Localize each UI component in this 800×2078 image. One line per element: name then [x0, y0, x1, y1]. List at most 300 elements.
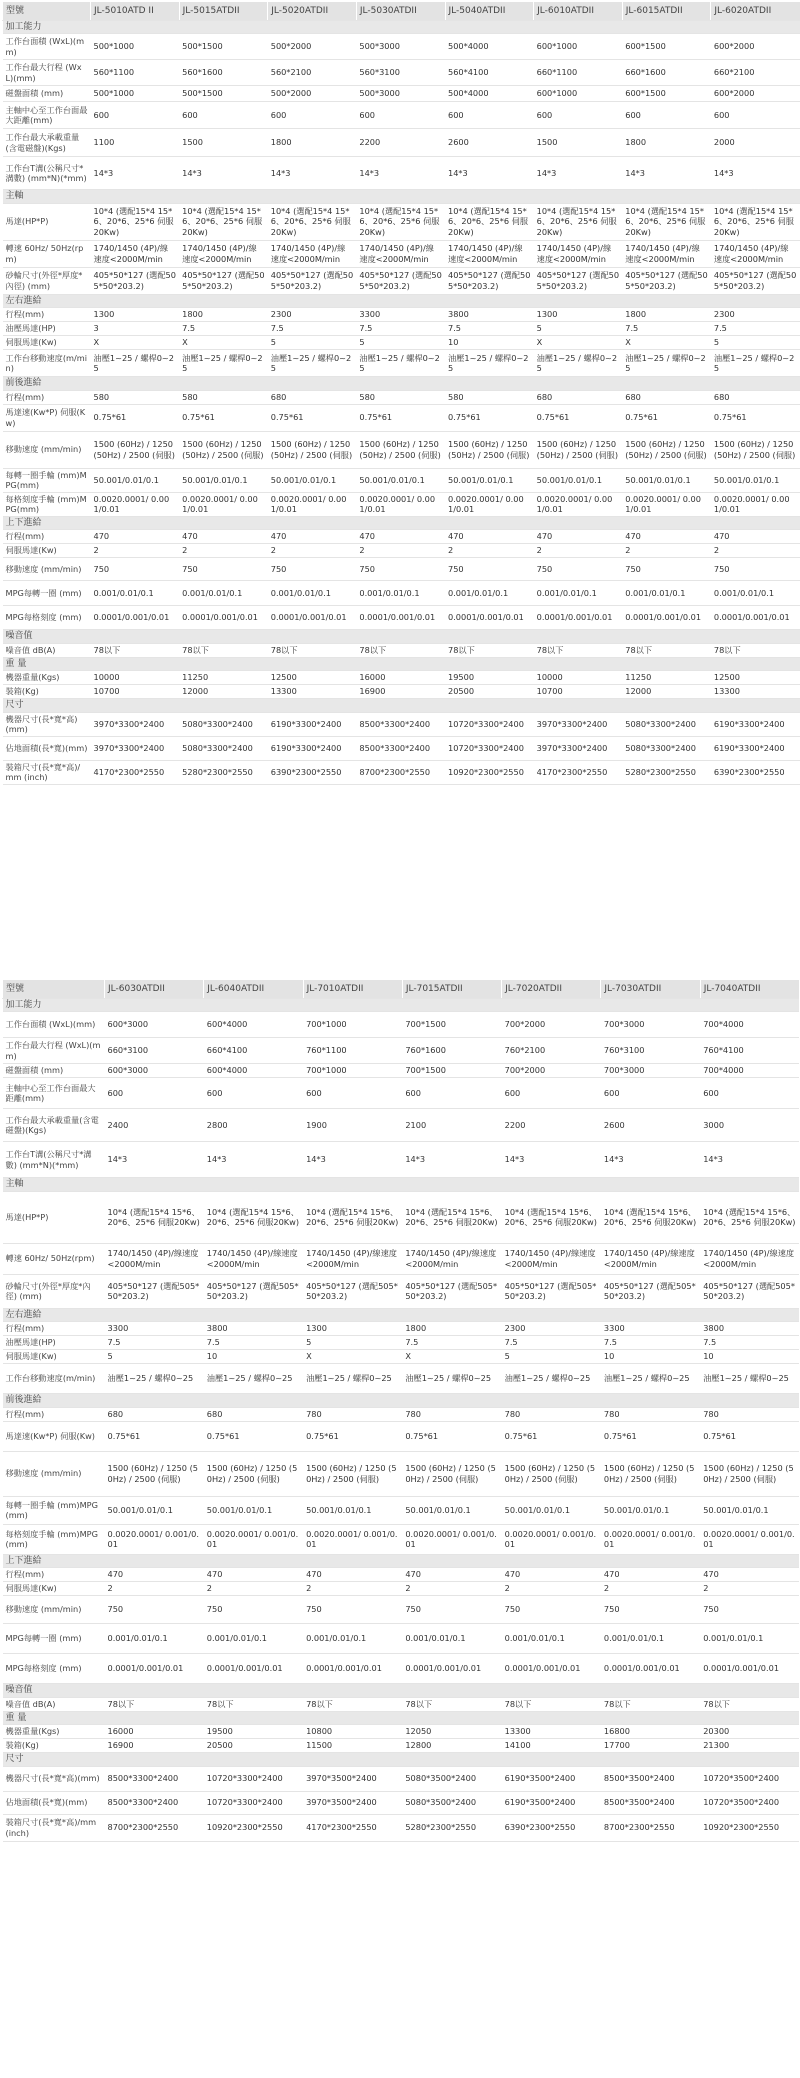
spec-value: 560*1100	[91, 60, 180, 86]
spec-value: 1740/1450 (4P)/線速度<2000M/min	[622, 240, 711, 267]
spec-row	[3, 1336, 800, 1350]
spec-value: 0.001/0.01/0.1	[445, 581, 534, 606]
spec-value: 600*2000	[711, 86, 800, 102]
header-row	[3, 980, 800, 998]
spec-value: 1800	[402, 1322, 501, 1336]
spec-value: 4170*2300*2550	[534, 760, 623, 784]
spec-value: 1100	[91, 129, 180, 157]
spec-value: 0.0001/0.001/0.01	[179, 606, 268, 630]
spec-value: 700*1500	[402, 1012, 501, 1038]
spec-value: 600	[622, 102, 711, 129]
spec-value: 10*4 (選配15*4 15*6、20*6、25*6 伺服20Kw)	[445, 203, 534, 240]
spec-value: 660*2100	[711, 60, 800, 86]
spec-value: 780	[601, 1407, 700, 1421]
spec-label: 佔地面積(長*寬)(mm)	[3, 1791, 105, 1814]
spec-row	[3, 558, 800, 581]
spec-value: 680	[534, 390, 623, 404]
spec-value: 0.75*61	[356, 404, 445, 431]
spec-value: 10	[601, 1350, 700, 1364]
model-header-label: 型號	[3, 980, 105, 998]
spec-value: 3970*3500*2400	[303, 1791, 402, 1814]
spec-row	[3, 1725, 800, 1739]
spec-value: 10*4 (選配15*4 15*6、20*6、25*6 伺服20Kw)	[268, 203, 357, 240]
spec-value: 760*2100	[502, 1038, 601, 1064]
spec-value: 3300	[601, 1322, 700, 1336]
section-header-row	[3, 294, 800, 308]
spec-value: 10*4 (選配15*4 15*6、20*6、25*6 伺服20Kw)	[179, 203, 268, 240]
spec-label: 噪音值 dB(A)	[3, 643, 91, 657]
spec-value: 3970*3300*2400	[91, 736, 180, 760]
model-name: JL-5010ATD II	[91, 2, 180, 20]
spec-label: 移動速度 (mm/min)	[3, 1596, 105, 1624]
spec-value: 2300	[711, 308, 800, 322]
spec-value: 16000	[356, 671, 445, 685]
spec-row	[3, 1191, 800, 1243]
spec-value: 1740/1450 (4P)/線速度<2000M/min	[91, 240, 180, 267]
spec-value: 17700	[601, 1739, 700, 1753]
spec-value: 0.75*61	[502, 1421, 601, 1451]
spec-value: 1300	[303, 1322, 402, 1336]
spec-value: 0.0001/0.001/0.01	[502, 1654, 601, 1684]
spec-row	[3, 1814, 800, 1841]
spec-value: 50.001/0.01/0.1	[534, 468, 623, 492]
spec-value: 14*3	[303, 1142, 402, 1178]
spec-row	[3, 86, 800, 102]
section-header-row	[3, 1711, 800, 1725]
spec-value: 10	[204, 1350, 303, 1364]
spec-value: 11250	[622, 671, 711, 685]
spec-value: 5280*2300*2550	[622, 760, 711, 784]
spec-value: 12500	[268, 671, 357, 685]
spec-label: MPG每轉一圈 (mm)	[3, 581, 91, 606]
spec-value: 14*3	[356, 157, 445, 190]
spec-value: 600	[303, 1078, 402, 1109]
spec-value: 0.001/0.01/0.1	[700, 1624, 799, 1654]
spec-value: 1500 (60Hz) / 1250 (50Hz) / 2500 (伺服)	[105, 1451, 204, 1496]
spec-value: 50.001/0.01/0.1	[502, 1496, 601, 1524]
model-name: JL-5040ATDII	[445, 2, 534, 20]
spec-row	[3, 1012, 800, 1038]
spec-value: 1740/1450 (4P)/線速度<2000M/min	[445, 240, 534, 267]
spec-value: 0.0001/0.001/0.01	[445, 606, 534, 630]
spec-value: 10*4 (選配15*4 15*6、20*6、25*6 伺服20Kw)	[91, 203, 180, 240]
spec-value: 0.0001/0.001/0.01	[356, 606, 445, 630]
spec-value: 0.75*61	[402, 1421, 501, 1451]
spec-value: 3	[91, 322, 180, 336]
spec-value: 1740/1450 (4P)/線速度<2000M/min	[356, 240, 445, 267]
spec-value: 50.001/0.01/0.1	[179, 468, 268, 492]
spec-value: 油壓1~25 / 螺桿0~25	[204, 1364, 303, 1394]
spec-value: 560*1600	[179, 60, 268, 86]
spec-value: 8700*2300*2550	[105, 1814, 204, 1841]
spec-value: 700*4000	[700, 1012, 799, 1038]
spec-label: 行程(mm)	[3, 1568, 105, 1582]
spec-value: 750	[534, 558, 623, 581]
spec-value: 0.75*61	[204, 1421, 303, 1451]
spec-value: 8500*3500*2400	[601, 1791, 700, 1814]
spec-value: 660*1600	[622, 60, 711, 86]
spec-value: 700*3000	[601, 1012, 700, 1038]
spec-value: 600	[711, 102, 800, 129]
spec-row	[3, 102, 800, 129]
spec-value: 405*50*127 (選配505*50*203.2)	[356, 267, 445, 294]
spec-value: 1800	[622, 308, 711, 322]
spec-label: 主軸中心至工作台面最大距離(mm)	[3, 1078, 105, 1109]
spec-value: 0.75*61	[601, 1421, 700, 1451]
spec-value: 780	[402, 1407, 501, 1421]
section-title: 左右進給	[3, 1308, 800, 1322]
spec-value: 750	[711, 558, 800, 581]
spec-value: 700*3000	[601, 1064, 700, 1078]
spec-value: 2600	[445, 129, 534, 157]
spec-value: 750	[268, 558, 357, 581]
spec-value: 10720*3300*2400	[445, 736, 534, 760]
spec-value: 0.75*61	[534, 404, 623, 431]
section-header-row	[3, 699, 800, 713]
spec-value: 14*3	[91, 157, 180, 190]
spec-value: 10*4 (選配15*4 15*6、20*6、25*6 伺服20Kw)	[601, 1191, 700, 1243]
spec-value: 780	[502, 1407, 601, 1421]
spec-value: 6190*3300*2400	[268, 736, 357, 760]
spec-value: 5	[502, 1350, 601, 1364]
spec-row	[3, 1064, 800, 1078]
spec-value: 0.75*61	[179, 404, 268, 431]
spec-value: 7.5	[268, 322, 357, 336]
spec-label: 每轉一圈手輪 (mm)MPG(mm)	[3, 468, 91, 492]
spec-label: 工作台面積 (WxL)(mm)	[3, 34, 91, 60]
spec-table-2	[2, 980, 799, 1842]
spec-value: 470	[700, 1568, 799, 1582]
spec-value: 10*4 (選配15*4 15*6、20*6、25*6 伺服20Kw)	[402, 1191, 501, 1243]
spec-value: 1800	[179, 308, 268, 322]
spec-label: 裝箱(Kg)	[3, 1739, 105, 1753]
spec-value: 500*4000	[445, 34, 534, 60]
spec-value: 10000	[534, 671, 623, 685]
spec-value: 21300	[700, 1739, 799, 1753]
spec-label: 馬達(HP*P)	[3, 203, 91, 240]
spec-value: 600*4000	[204, 1012, 303, 1038]
spec-value: 2300	[268, 308, 357, 322]
spec-value: 750	[601, 1596, 700, 1624]
spec-value: 5080*3300*2400	[179, 712, 268, 736]
spec-value: X	[303, 1350, 402, 1364]
model-name: JL-6020ATDII	[711, 2, 800, 20]
spec-value: 14*3	[711, 157, 800, 190]
spec-value: 560*3100	[356, 60, 445, 86]
spec-row	[3, 322, 800, 336]
spec-value: 405*50*127 (選配505*50*203.2)	[268, 267, 357, 294]
spec-label: 伺服馬達(Kw)	[3, 1350, 105, 1364]
spec-value: 405*50*127 (選配505*50*203.2)	[91, 267, 180, 294]
spec-value: 470	[534, 530, 623, 544]
spec-value: 0.001/0.01/0.1	[268, 581, 357, 606]
spec-value: 12500	[711, 671, 800, 685]
spec-value: 5	[303, 1336, 402, 1350]
spec-value: 1740/1450 (4P)/線速度<2000M/min	[534, 240, 623, 267]
spec-label: 佔地面積(長*寬)(mm)	[3, 736, 91, 760]
spec-value: 0.75*61	[445, 404, 534, 431]
spec-value: 3300	[356, 308, 445, 322]
spec-label: 移動速度 (mm/min)	[3, 558, 91, 581]
spec-value: 470	[601, 1568, 700, 1582]
spec-label: 油壓馬達(HP)	[3, 322, 91, 336]
spec-value: 油壓1~25 / 螺桿0~25	[179, 350, 268, 377]
spec-label: 裝箱(Kg)	[3, 685, 91, 699]
spec-value: 16000	[105, 1725, 204, 1739]
spec-row	[3, 1421, 800, 1451]
model-name: JL-6040ATDII	[204, 980, 303, 998]
spec-label: 轉速 60Hz/ 50Hz(rpm)	[3, 1243, 105, 1274]
spec-value: 2	[445, 544, 534, 558]
spec-value: 470	[502, 1568, 601, 1582]
spec-value: 470	[402, 1568, 501, 1582]
spec-value: 14*3	[105, 1142, 204, 1178]
spec-value: 600*4000	[204, 1064, 303, 1078]
spec-value: 2000	[711, 129, 800, 157]
spec-row	[3, 1654, 800, 1684]
spec-value: 0.0020.0001/ 0.001/0.01	[601, 1524, 700, 1554]
spec-value: 4170*2300*2550	[91, 760, 180, 784]
spec-value: X	[91, 336, 180, 350]
spec-value: 78以下	[91, 643, 180, 657]
spec-label: 機器重量(Kgs)	[3, 671, 91, 685]
spec-value: 500*3000	[356, 86, 445, 102]
spec-value: 0.75*61	[711, 404, 800, 431]
spec-value: 油壓1~25 / 螺桿0~25	[502, 1364, 601, 1394]
spec-value: 10720*3500*2400	[700, 1791, 799, 1814]
spec-value: 560*2100	[268, 60, 357, 86]
spec-value: 50.001/0.01/0.1	[711, 468, 800, 492]
section-header-row	[3, 1394, 800, 1408]
spec-value: 750	[204, 1596, 303, 1624]
spec-value: 580	[356, 390, 445, 404]
spec-value: 470	[711, 530, 800, 544]
section-header-row	[3, 630, 800, 644]
spec-value: 78以下	[445, 643, 534, 657]
spec-value: 10700	[91, 685, 180, 699]
spec-value: 78以下	[601, 1697, 700, 1711]
spec-value: 470	[622, 530, 711, 544]
spec-value: 1740/1450 (4P)/線速度<2000M/min	[502, 1243, 601, 1274]
spec-value: 10*4 (選配15*4 15*6、20*6、25*6 伺服20Kw)	[502, 1191, 601, 1243]
spec-value: 0.001/0.01/0.1	[502, 1624, 601, 1654]
spec-value: 14*3	[534, 157, 623, 190]
spec-row	[3, 671, 800, 685]
spec-value: 7.5	[711, 322, 800, 336]
spec-value: 14*3	[445, 157, 534, 190]
spec-value: 600*1000	[534, 86, 623, 102]
spec-value: 1800	[622, 129, 711, 157]
spec-value: 0.0001/0.001/0.01	[402, 1654, 501, 1684]
spec-value: 660*1100	[534, 60, 623, 86]
spec-value: 13300	[502, 1725, 601, 1739]
spec-label: 工作台移動速度(m/min)	[3, 1364, 105, 1394]
spec-value: 78以下	[622, 643, 711, 657]
spec-value: 6390*2300*2550	[711, 760, 800, 784]
spec-value: 5080*3500*2400	[402, 1766, 501, 1791]
spec-value: 700*4000	[700, 1064, 799, 1078]
spec-value: 10	[700, 1350, 799, 1364]
spec-value: 1500 (60Hz) / 1250 (50Hz) / 2500 (伺服)	[356, 431, 445, 468]
spec-value: 580	[91, 390, 180, 404]
spec-value: 20500	[204, 1739, 303, 1753]
spec-value: 1740/1450 (4P)/線速度<2000M/min	[303, 1243, 402, 1274]
spec-value: 10720*3500*2400	[700, 1766, 799, 1791]
spec-value: 500*4000	[445, 86, 534, 102]
spec-value: 600	[91, 102, 180, 129]
spec-row	[3, 581, 800, 606]
spec-label: 工作台最大行程 (WxL)(mm)	[3, 60, 91, 86]
spec-value: 78以下	[179, 643, 268, 657]
spec-value: 600	[534, 102, 623, 129]
spec-row	[3, 157, 800, 190]
spec-value: 3970*3500*2400	[303, 1766, 402, 1791]
spec-row	[3, 530, 800, 544]
spec-value: 5280*2300*2550	[179, 760, 268, 784]
section-title: 重 量	[3, 657, 800, 671]
spec-value: X	[534, 336, 623, 350]
spec-value: 580	[179, 390, 268, 404]
spec-value: X	[402, 1350, 501, 1364]
spec-value: 6390*2300*2550	[502, 1814, 601, 1841]
spec-value: 750	[700, 1596, 799, 1624]
spec-row	[3, 1697, 800, 1711]
spec-value: 600	[356, 102, 445, 129]
spec-value: 2600	[601, 1109, 700, 1142]
spec-value: 2	[601, 1582, 700, 1596]
spec-value: 1500 (60Hz) / 1250 (50Hz) / 2500 (伺服)	[303, 1451, 402, 1496]
spec-row	[3, 336, 800, 350]
spec-value: 1740/1450 (4P)/線速度<2000M/min	[402, 1243, 501, 1274]
spec-label: 伺服馬達(Kw)	[3, 1582, 105, 1596]
spec-value: 油壓1~25 / 螺桿0~25	[601, 1364, 700, 1394]
spec-label: 每格刻度手輪 (mm)MPG(mm)	[3, 492, 91, 516]
spec-value: 405*50*127 (選配505*50*203.2)	[502, 1274, 601, 1308]
spec-value: 760*3100	[601, 1038, 700, 1064]
spec-label: 行程(mm)	[3, 1322, 105, 1336]
spec-value: 油壓1~25 / 螺桿0~25	[402, 1364, 501, 1394]
spec-value: 1500 (60Hz) / 1250 (50Hz) / 2500 (伺服)	[502, 1451, 601, 1496]
spec-value: 470	[204, 1568, 303, 1582]
spec-value: 10920*2300*2550	[700, 1814, 799, 1841]
section-title: 重 量	[3, 1711, 800, 1725]
spec-value: 1800	[268, 129, 357, 157]
spec-row	[3, 1791, 800, 1814]
spec-value: 600*3000	[105, 1064, 204, 1078]
spec-value: 10*4 (選配15*4 15*6、20*6、25*6 伺服20Kw)	[303, 1191, 402, 1243]
spec-row	[3, 492, 800, 516]
spec-value: 14*3	[402, 1142, 501, 1178]
spec-value: 0.001/0.01/0.1	[356, 581, 445, 606]
spec-value: 0.0020.0001/ 0.001/0.01	[105, 1524, 204, 1554]
spec-value: 0.001/0.01/0.1	[179, 581, 268, 606]
spec-value: 6190*3500*2400	[502, 1766, 601, 1791]
spec-value: 600	[268, 102, 357, 129]
spec-row	[3, 34, 800, 60]
spec-label: 移動速度 (mm/min)	[3, 431, 91, 468]
section-title: 尺寸	[3, 1753, 800, 1767]
spec-value: 油壓1~25 / 螺桿0~25	[700, 1364, 799, 1394]
spec-value: 12800	[402, 1739, 501, 1753]
spec-row	[3, 1739, 800, 1753]
spec-row	[3, 1038, 800, 1064]
spec-row	[3, 1322, 800, 1336]
spec-value: 470	[268, 530, 357, 544]
spec-label: 砂輪尺寸(外徑*厚度*內徑) (mm)	[3, 267, 91, 294]
spec-value: 1500 (60Hz) / 1250 (50Hz) / 2500 (伺服)	[601, 1451, 700, 1496]
spec-row	[3, 712, 800, 736]
section-title: 噪音值	[3, 630, 800, 644]
spec-label: 磁盤面積 (mm)	[3, 1064, 105, 1078]
spec-value: 760*4100	[700, 1038, 799, 1064]
spec-value: 8700*2300*2550	[601, 1814, 700, 1841]
spec-value: 10	[445, 336, 534, 350]
spec-value: 0.0020.0001/ 0.001/0.01	[179, 492, 268, 516]
spec-value: 0.0001/0.001/0.01	[711, 606, 800, 630]
section-header-row	[3, 1554, 800, 1568]
spec-value: 10*4 (選配15*4 15*6、20*6、25*6 伺服20Kw)	[622, 203, 711, 240]
spec-value: 680	[268, 390, 357, 404]
spec-value: 10920*2300*2550	[445, 760, 534, 784]
spec-value: 470	[179, 530, 268, 544]
spec-value: 0.0020.0001/ 0.001/0.01	[303, 1524, 402, 1554]
spec-value: 2200	[356, 129, 445, 157]
spec-label: 每轉一圈手輪 (mm)MPG(mm)	[3, 1496, 105, 1524]
spec-row	[3, 404, 800, 431]
spec-row	[3, 760, 800, 784]
spec-value: 700*1500	[402, 1064, 501, 1078]
spec-value: 3970*3300*2400	[534, 712, 623, 736]
spec-value: 5	[534, 322, 623, 336]
spec-value: 油壓1~25 / 螺桿0~25	[445, 350, 534, 377]
spec-value: 2	[179, 544, 268, 558]
spec-value: 2200	[502, 1109, 601, 1142]
spec-row	[3, 129, 800, 157]
spec-value: X	[622, 336, 711, 350]
spec-value: 12000	[622, 685, 711, 699]
spec-label: 移動速度 (mm/min)	[3, 1451, 105, 1496]
spec-value: 600*1500	[622, 86, 711, 102]
spec-value: 0.0020.0001/ 0.001/0.01	[534, 492, 623, 516]
section-title: 加工能力	[3, 998, 800, 1012]
spec-value: 10*4 (選配15*4 15*6、20*6、25*6 伺服20Kw)	[711, 203, 800, 240]
spec-value: 14*3	[179, 157, 268, 190]
spec-value: 19500	[445, 671, 534, 685]
spec-label: 伺服馬達(Kw)	[3, 336, 91, 350]
spec-value: 2	[204, 1582, 303, 1596]
spec-label: 工作台T溝(公稱尺寸*溝數) (mm*N)(*mm)	[3, 1142, 105, 1178]
spec-value: 78以下	[502, 1697, 601, 1711]
spec-value: 7.5	[502, 1336, 601, 1350]
section-header-row	[3, 998, 800, 1012]
spec-value: 0.0020.0001/ 0.001/0.01	[204, 1524, 303, 1554]
spec-value: 0.0020.0001/ 0.001/0.01	[91, 492, 180, 516]
spec-value: 0.0020.0001/ 0.001/0.01	[622, 492, 711, 516]
section-header-row	[3, 1684, 800, 1698]
section-header-row	[3, 1178, 800, 1192]
header-row	[3, 2, 800, 20]
spec-value: 10000	[91, 671, 180, 685]
spec-label: 工作台最大承載重量(含電磁盤)(Kgs)	[3, 1109, 105, 1142]
section-title: 上下進給	[3, 516, 800, 530]
spec-value: 760*1100	[303, 1038, 402, 1064]
spec-value: 500*2000	[268, 86, 357, 102]
spec-value: 14*3	[601, 1142, 700, 1178]
spec-value: 7.5	[179, 322, 268, 336]
spec-row	[3, 1496, 800, 1524]
model-name: JL-5020ATDII	[268, 2, 357, 20]
model-name: JL-6030ATDII	[105, 980, 204, 998]
